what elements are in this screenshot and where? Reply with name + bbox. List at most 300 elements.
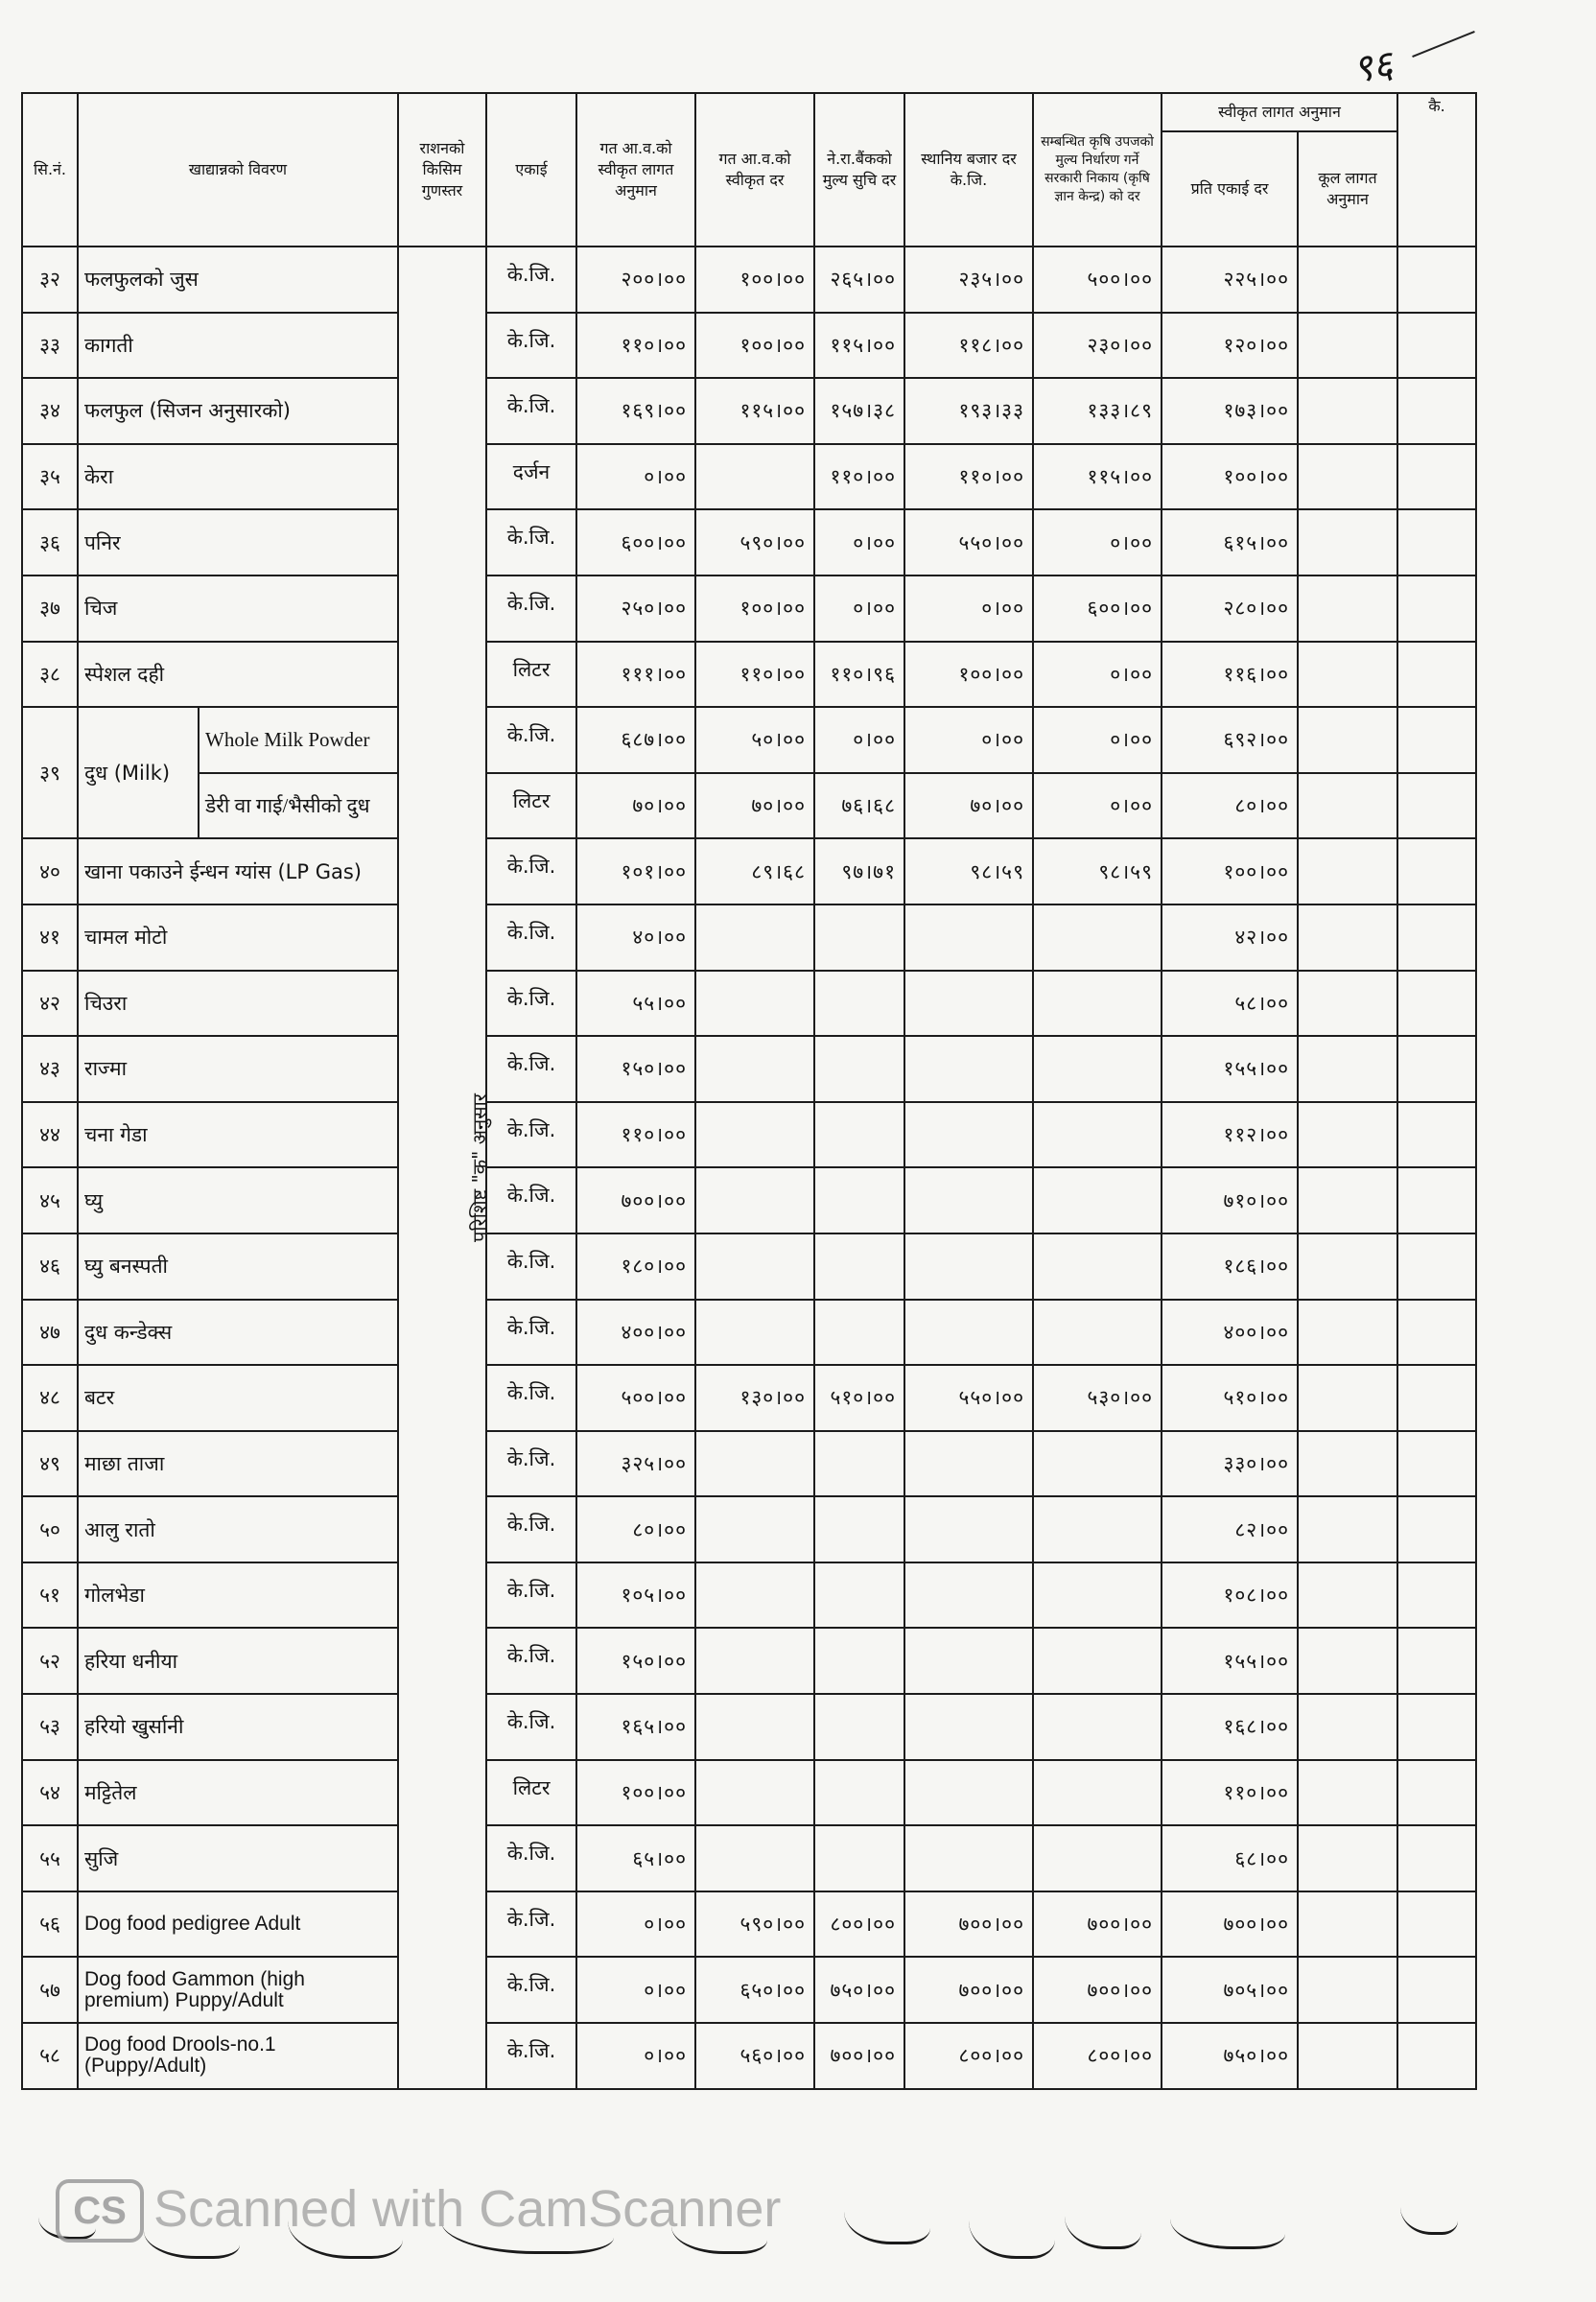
cell-item: Dog food Drools-no.1 (Puppy/Adult) xyxy=(78,2023,398,2089)
cell-nrb-index: ७६।६८ xyxy=(814,773,904,839)
cell-local-market: ७००।०० xyxy=(904,1891,1033,1958)
cell-prev-estimate: ३२५।०० xyxy=(576,1431,695,1497)
cell-sn: ५३ xyxy=(22,1694,78,1760)
cell-nrb-index: ११०।९६ xyxy=(814,642,904,708)
cell-item: घ्यु xyxy=(78,1167,398,1233)
cell-prev-estimate: १६९।०० xyxy=(576,378,695,444)
cell-sn: ५१ xyxy=(22,1562,78,1629)
cell-nrb-index xyxy=(814,1036,904,1102)
cell-unit: के.जि. xyxy=(486,1628,576,1694)
cell-nrb-index xyxy=(814,1760,904,1826)
cell-per-unit: ११०।०० xyxy=(1162,1760,1298,1826)
cell-local-market: ५५०।०० xyxy=(904,509,1033,576)
cell-item: स्पेशल दही xyxy=(78,642,398,708)
cell-prev-rate xyxy=(695,1036,814,1102)
cell-prev-rate xyxy=(695,1825,814,1891)
cell-remarks xyxy=(1397,1300,1476,1366)
header-prev-estimate: गत आ.व.को स्वीकृत लागत अनुमान xyxy=(576,93,695,247)
cell-prev-rate xyxy=(695,444,814,510)
cell-local-market xyxy=(904,1760,1033,1826)
cell-prev-rate: ५६०।०० xyxy=(695,2023,814,2089)
cell-item: चिज xyxy=(78,576,398,642)
cell-govt-rate xyxy=(1033,1825,1162,1891)
cell-per-unit: १५५।०० xyxy=(1162,1036,1298,1102)
cell-local-market: ११०।०० xyxy=(904,444,1033,510)
cell-per-unit: ५८।०० xyxy=(1162,971,1298,1037)
cell-per-unit: १००।०० xyxy=(1162,838,1298,904)
cell-prev-estimate: १०५।०० xyxy=(576,1562,695,1629)
cell-item: दुध कन्डेक्स xyxy=(78,1300,398,1366)
cell-prev-rate xyxy=(695,1300,814,1366)
cell-local-market xyxy=(904,1628,1033,1694)
cell-remarks xyxy=(1397,1167,1476,1233)
table-row xyxy=(22,2023,1476,2089)
cell-unit: के.जि. xyxy=(486,1694,576,1760)
cell-item: आलु रातो xyxy=(78,1496,398,1562)
cell-nrb-index: ०।०० xyxy=(814,509,904,576)
cell-total-estimate xyxy=(1298,2023,1397,2089)
cell-remarks xyxy=(1397,707,1476,773)
cell-unit: के.जि. xyxy=(486,904,576,971)
cell-prev-estimate: ६००।०० xyxy=(576,509,695,576)
header-nrb-index: ने.रा.बैंकको मुल्य सुचि दर xyxy=(814,93,904,247)
cell-nrb-index: ५१०।०० xyxy=(814,1365,904,1431)
cell-local-market xyxy=(904,1694,1033,1760)
cell-unit: के.जि. xyxy=(486,838,576,904)
cell-local-market: १००।०० xyxy=(904,642,1033,708)
cell-sn: ५८ xyxy=(22,2023,78,2089)
table-row xyxy=(22,576,1476,642)
cell-prev-rate xyxy=(695,1760,814,1826)
cell-unit: के.जि. xyxy=(486,378,576,444)
cell-per-unit: ११६।०० xyxy=(1162,642,1298,708)
cell-prev-estimate: ०।०० xyxy=(576,1957,695,2023)
cell-remarks xyxy=(1397,1431,1476,1497)
cell-total-estimate xyxy=(1298,1957,1397,2023)
cell-per-unit: ११२।०० xyxy=(1162,1102,1298,1168)
cell-prev-estimate: ०।०० xyxy=(576,1891,695,1958)
cell-total-estimate xyxy=(1298,1760,1397,1826)
header-prev-rate: गत आ.व.को स्वीकृत दर xyxy=(695,93,814,247)
cell-govt-rate xyxy=(1033,1628,1162,1694)
cell-prev-estimate: १००।०० xyxy=(576,1760,695,1826)
cell-prev-estimate: १०१।०० xyxy=(576,838,695,904)
cell-govt-rate xyxy=(1033,1036,1162,1102)
cell-govt-rate: ५३०।०० xyxy=(1033,1365,1162,1431)
cell-nrb-index xyxy=(814,1102,904,1168)
cell-remarks xyxy=(1397,838,1476,904)
table-row xyxy=(22,1760,1476,1826)
cell-total-estimate xyxy=(1298,1036,1397,1102)
cell-nrb-index: ८००।०० xyxy=(814,1891,904,1958)
cell-per-unit: ३३०।०० xyxy=(1162,1431,1298,1497)
table-row xyxy=(22,313,1476,379)
cell-govt-rate: ६००।०० xyxy=(1033,576,1162,642)
cell-local-market xyxy=(904,971,1033,1037)
table-row xyxy=(22,1167,1476,1233)
cell-prev-rate: १००।०० xyxy=(695,313,814,379)
cell-sn: ३३ xyxy=(22,313,78,379)
rate-estimate-table xyxy=(21,92,1477,2090)
cell-item: सुजि xyxy=(78,1825,398,1891)
cell-prev-rate xyxy=(695,1233,814,1300)
table-row xyxy=(22,1300,1476,1366)
cell-govt-rate: ७००।०० xyxy=(1033,1957,1162,2023)
cell-prev-estimate: ७००।०० xyxy=(576,1167,695,1233)
cell-total-estimate xyxy=(1298,509,1397,576)
cell-total-estimate xyxy=(1298,1496,1397,1562)
cell-govt-rate: १३३।८९ xyxy=(1033,378,1162,444)
cell-govt-rate: ०।०० xyxy=(1033,642,1162,708)
cell-unit: के.जि. xyxy=(486,1496,576,1562)
cell-per-unit: १०८।०० xyxy=(1162,1562,1298,1629)
cell-sn: ३६ xyxy=(22,509,78,576)
cell-nrb-index xyxy=(814,1300,904,1366)
cell-prev-estimate: ६८७।०० xyxy=(576,707,695,773)
cell-govt-rate: ९८।५९ xyxy=(1033,838,1162,904)
cell-unit: के.जि. xyxy=(486,2023,576,2089)
cell-item: घ्यु बनस्पती xyxy=(78,1233,398,1300)
cell-prev-rate: ७०।०० xyxy=(695,773,814,839)
page-number-mark: ९६ xyxy=(1350,42,1396,92)
table-row xyxy=(22,838,1476,904)
cell-local-market: १९३।३३ xyxy=(904,378,1033,444)
cell-remarks xyxy=(1397,1233,1476,1300)
cell-sn: ४९ xyxy=(22,1431,78,1497)
cell-prev-rate xyxy=(695,1167,814,1233)
cell-local-market xyxy=(904,1496,1033,1562)
cell-total-estimate xyxy=(1298,904,1397,971)
cell-unit: के.जि. xyxy=(486,313,576,379)
cell-prev-rate: १००।०० xyxy=(695,576,814,642)
cell-per-unit: १००।०० xyxy=(1162,444,1298,510)
table-row xyxy=(22,1431,1476,1497)
cell-remarks xyxy=(1397,773,1476,839)
header-sn: सि.नं. xyxy=(22,93,78,247)
cell-unit: के.जि. xyxy=(486,1431,576,1497)
table-row xyxy=(22,1562,1476,1629)
cell-unit: के.जि. xyxy=(486,1891,576,1958)
cell-total-estimate xyxy=(1298,576,1397,642)
cell-remarks xyxy=(1397,904,1476,971)
cell-govt-rate: ७००।०० xyxy=(1033,1891,1162,1958)
cell-sn: ५६ xyxy=(22,1891,78,1958)
cell-unit: के.जि. xyxy=(486,509,576,576)
cell-govt-rate xyxy=(1033,1760,1162,1826)
cell-nrb-index xyxy=(814,1233,904,1300)
cell-nrb-index xyxy=(814,1694,904,1760)
table-row xyxy=(22,1628,1476,1694)
cell-govt-rate xyxy=(1033,1233,1162,1300)
cell-sn: ४१ xyxy=(22,904,78,971)
cell-nrb-index xyxy=(814,1825,904,1891)
header-per-unit: प्रति एकाई दर xyxy=(1162,131,1298,247)
cell-sn: ३५ xyxy=(22,444,78,510)
cell-local-market: ७००।०० xyxy=(904,1957,1033,2023)
table-row xyxy=(22,642,1476,708)
cell-prev-rate xyxy=(695,1431,814,1497)
page-tick-stroke xyxy=(1412,31,1475,58)
cell-nrb-index: ११०।०० xyxy=(814,444,904,510)
cell-total-estimate xyxy=(1298,642,1397,708)
cell-local-market xyxy=(904,1036,1033,1102)
header-govt-rate: सम्बन्धित कृषि उपजको मुल्य निर्धारण गर्ने सरकारी निकाय (कृषि ज्ञान केन्द्र) को दर xyxy=(1033,93,1162,247)
cell-nrb-index xyxy=(814,1167,904,1233)
cell-remarks xyxy=(1397,1036,1476,1102)
cell-prev-rate: ११५।०० xyxy=(695,378,814,444)
table-row xyxy=(22,1694,1476,1760)
cell-prev-estimate: ११०।०० xyxy=(576,1102,695,1168)
cell-unit: के.जि. xyxy=(486,971,576,1037)
table-row xyxy=(22,444,1476,510)
table-row xyxy=(22,773,1476,839)
cell-per-unit: १२०।०० xyxy=(1162,313,1298,379)
cell-unit: लिटर xyxy=(486,1760,576,1826)
cell-remarks xyxy=(1397,1760,1476,1826)
cell-local-market xyxy=(904,1167,1033,1233)
cell-local-market: ०।०० xyxy=(904,707,1033,773)
cell-remarks xyxy=(1397,444,1476,510)
cell-local-market: ०।०० xyxy=(904,576,1033,642)
cell-local-market xyxy=(904,1300,1033,1366)
cell-prev-rate xyxy=(695,1102,814,1168)
cell-total-estimate xyxy=(1298,971,1397,1037)
cell-sn: ४० xyxy=(22,838,78,904)
cell-local-market: ९८।५९ xyxy=(904,838,1033,904)
cell-remarks xyxy=(1397,1102,1476,1168)
cell-unit: के.जि. xyxy=(486,1365,576,1431)
cell-govt-rate: ८००।०० xyxy=(1033,2023,1162,2089)
cell-nrb-index: ७५०।०० xyxy=(814,1957,904,2023)
cell-prev-estimate: ५५।०० xyxy=(576,971,695,1037)
cell-nrb-index xyxy=(814,904,904,971)
cell-prev-rate: ६५०।०० xyxy=(695,1957,814,2023)
cell-local-market xyxy=(904,1825,1033,1891)
cell-sn: ३४ xyxy=(22,378,78,444)
cell-remarks xyxy=(1397,1365,1476,1431)
cell-unit: लिटर xyxy=(486,773,576,839)
cell-sub-item: डेरी वा गाई/भैसीको दुध xyxy=(199,773,398,839)
cell-prev-rate: ५९०।०० xyxy=(695,509,814,576)
cell-prev-estimate: ११०।०० xyxy=(576,313,695,379)
cell-total-estimate xyxy=(1298,1300,1397,1366)
cell-per-unit: ५१०।०० xyxy=(1162,1365,1298,1431)
cell-remarks xyxy=(1397,1891,1476,1958)
cell-remarks xyxy=(1397,1957,1476,2023)
cell-sn: ४८ xyxy=(22,1365,78,1431)
cell-total-estimate xyxy=(1298,1562,1397,1629)
cell-total-estimate xyxy=(1298,1102,1397,1168)
cell-per-unit: ६८।०० xyxy=(1162,1825,1298,1891)
cell-ration-quality xyxy=(398,247,491,2089)
cell-per-unit: ६९२।०० xyxy=(1162,707,1298,773)
cell-item: हरियो खुर्सानी xyxy=(78,1694,398,1760)
cell-sub-item: Whole Milk Powder xyxy=(199,707,398,773)
cell-per-unit: ८०।०० xyxy=(1162,773,1298,839)
cell-sn: ४७ xyxy=(22,1300,78,1366)
cell-govt-rate: ०।०० xyxy=(1033,707,1162,773)
cell-item: फलफुल (सिजन अनुसारको) xyxy=(78,378,398,444)
cell-remarks xyxy=(1397,1562,1476,1629)
cell-remarks xyxy=(1397,1825,1476,1891)
cell-prev-rate: ५०।०० xyxy=(695,707,814,773)
cell-prev-rate: ८९।६८ xyxy=(695,838,814,904)
cell-per-unit: २२५।०० xyxy=(1162,247,1298,313)
table-row xyxy=(22,1825,1476,1891)
cell-nrb-index: १५७।३८ xyxy=(814,378,904,444)
cell-remarks xyxy=(1397,971,1476,1037)
cell-per-unit: १५५।०० xyxy=(1162,1628,1298,1694)
cell-local-market xyxy=(904,1102,1033,1168)
cell-unit: के.जि. xyxy=(486,707,576,773)
cell-unit: के.जि. xyxy=(486,1233,576,1300)
cell-unit: के.जि. xyxy=(486,247,576,313)
cell-prev-estimate: २००।०० xyxy=(576,247,695,313)
cell-total-estimate xyxy=(1298,1233,1397,1300)
cell-item: राज्मा xyxy=(78,1036,398,1102)
cell-govt-rate xyxy=(1033,904,1162,971)
cell-local-market xyxy=(904,1562,1033,1629)
cell-govt-rate xyxy=(1033,971,1162,1037)
cell-per-unit: २८०।०० xyxy=(1162,576,1298,642)
cell-total-estimate xyxy=(1298,707,1397,773)
header-unit: एकाई xyxy=(486,93,576,247)
cell-item: चामल मोटो xyxy=(78,904,398,971)
cell-unit: के.जि. xyxy=(486,1036,576,1102)
cell-sn: ४३ xyxy=(22,1036,78,1102)
header-approved-group: स्वीकृत लागत अनुमान xyxy=(1162,93,1397,131)
cell-per-unit: ७०५।०० xyxy=(1162,1957,1298,2023)
cell-remarks xyxy=(1397,1628,1476,1694)
cell-prev-estimate: ५००।०० xyxy=(576,1365,695,1431)
cell-total-estimate xyxy=(1298,838,1397,904)
cell-item: Dog food Gammon (high premium) Puppy/Adult xyxy=(78,1957,398,2023)
cell-remarks xyxy=(1397,642,1476,708)
cell-govt-rate: ०।०० xyxy=(1033,509,1162,576)
cell-govt-rate: ११५।०० xyxy=(1033,444,1162,510)
cell-per-unit: ७१०।०० xyxy=(1162,1167,1298,1233)
cell-sn: ३९ xyxy=(22,707,78,838)
cell-per-unit: १६८।०० xyxy=(1162,1694,1298,1760)
cell-remarks xyxy=(1397,247,1476,313)
cell-govt-rate xyxy=(1033,1300,1162,1366)
table-row xyxy=(22,1102,1476,1168)
cell-total-estimate xyxy=(1298,1694,1397,1760)
cell-total-estimate xyxy=(1298,1365,1397,1431)
table-row xyxy=(22,378,1476,444)
cell-item: केरा xyxy=(78,444,398,510)
table-row xyxy=(22,1496,1476,1562)
cell-sn: ५० xyxy=(22,1496,78,1562)
cell-per-unit: ६१५।०० xyxy=(1162,509,1298,576)
cell-prev-rate: १००।०० xyxy=(695,247,814,313)
header-item: खाद्यान्नको विवरण xyxy=(78,93,398,247)
cell-total-estimate xyxy=(1298,247,1397,313)
cell-prev-rate xyxy=(695,1562,814,1629)
cell-prev-estimate: ४०।०० xyxy=(576,904,695,971)
cell-nrb-index xyxy=(814,1431,904,1497)
table-row xyxy=(22,1957,1476,2023)
cell-unit: के.जि. xyxy=(486,1562,576,1629)
cell-item: दुध (Milk) xyxy=(78,707,199,838)
cell-prev-estimate: ८०।०० xyxy=(576,1496,695,1562)
cell-item: खाना पकाउने ईन्धन ग्यांस (LP Gas) xyxy=(78,838,398,904)
cell-prev-estimate: १८०।०० xyxy=(576,1233,695,1300)
cell-govt-rate xyxy=(1033,1167,1162,1233)
cell-remarks xyxy=(1397,313,1476,379)
cell-per-unit: ४२।०० xyxy=(1162,904,1298,971)
cell-unit: के.जि. xyxy=(486,1102,576,1168)
table-row xyxy=(22,971,1476,1037)
cell-item: हरिया धनीया xyxy=(78,1628,398,1694)
cell-prev-rate: १३०।०० xyxy=(695,1365,814,1431)
cell-prev-rate xyxy=(695,1694,814,1760)
table-row xyxy=(22,1891,1476,1958)
cell-remarks xyxy=(1397,378,1476,444)
cell-item: चना गेडा xyxy=(78,1102,398,1168)
cell-prev-estimate: १११।०० xyxy=(576,642,695,708)
ration-note: परिशिष्ट "क" अनुसार xyxy=(467,1092,491,1242)
cell-total-estimate xyxy=(1298,1891,1397,1958)
cell-nrb-index: २६५।०० xyxy=(814,247,904,313)
cell-local-market: २३५।०० xyxy=(904,247,1033,313)
cell-sn: ४६ xyxy=(22,1233,78,1300)
cell-local-market xyxy=(904,1431,1033,1497)
table-row xyxy=(22,1233,1476,1300)
cell-prev-rate xyxy=(695,971,814,1037)
cell-sn: ३२ xyxy=(22,247,78,313)
cell-govt-rate: ०।०० xyxy=(1033,773,1162,839)
cell-govt-rate: ५००।०० xyxy=(1033,247,1162,313)
cell-sn: ४२ xyxy=(22,971,78,1037)
cell-prev-rate xyxy=(695,904,814,971)
cell-sn: ३८ xyxy=(22,642,78,708)
camscanner-logo: CS xyxy=(56,2179,144,2243)
cell-unit: लिटर xyxy=(486,642,576,708)
cell-nrb-index: ७००।०० xyxy=(814,2023,904,2089)
cell-prev-estimate: १५०।०० xyxy=(576,1628,695,1694)
header-remarks: कै. xyxy=(1397,93,1476,247)
cell-local-market: ११८।०० xyxy=(904,313,1033,379)
cell-per-unit: १८६।०० xyxy=(1162,1233,1298,1300)
cell-per-unit: १७३।०० xyxy=(1162,378,1298,444)
cell-prev-estimate: ७०।०० xyxy=(576,773,695,839)
cell-total-estimate xyxy=(1298,1167,1397,1233)
cell-prev-rate: ५९०।०० xyxy=(695,1891,814,1958)
cell-item: मट्टितेल xyxy=(78,1760,398,1826)
cell-item: Dog food pedigree Adult xyxy=(78,1891,398,1958)
table-row xyxy=(22,247,1476,313)
cell-total-estimate xyxy=(1298,773,1397,839)
header-total-estimate: कूल लागत अनुमान xyxy=(1298,131,1397,247)
table-row xyxy=(22,904,1476,971)
cell-total-estimate xyxy=(1298,313,1397,379)
cell-prev-estimate: ०।०० xyxy=(576,444,695,510)
cell-nrb-index: ११५।०० xyxy=(814,313,904,379)
cell-unit: के.जि. xyxy=(486,576,576,642)
cell-sn: ५५ xyxy=(22,1825,78,1891)
cell-govt-rate xyxy=(1033,1496,1162,1562)
cell-total-estimate xyxy=(1298,378,1397,444)
cell-unit: के.जि. xyxy=(486,1167,576,1233)
cell-nrb-index: ०।०० xyxy=(814,576,904,642)
cell-nrb-index xyxy=(814,1496,904,1562)
header-local-market: स्थानिय बजार दर के.जि. xyxy=(904,93,1033,247)
cell-local-market xyxy=(904,1233,1033,1300)
cell-sn: ५२ xyxy=(22,1628,78,1694)
cell-item: चिउरा xyxy=(78,971,398,1037)
cell-unit: के.जि. xyxy=(486,1300,576,1366)
